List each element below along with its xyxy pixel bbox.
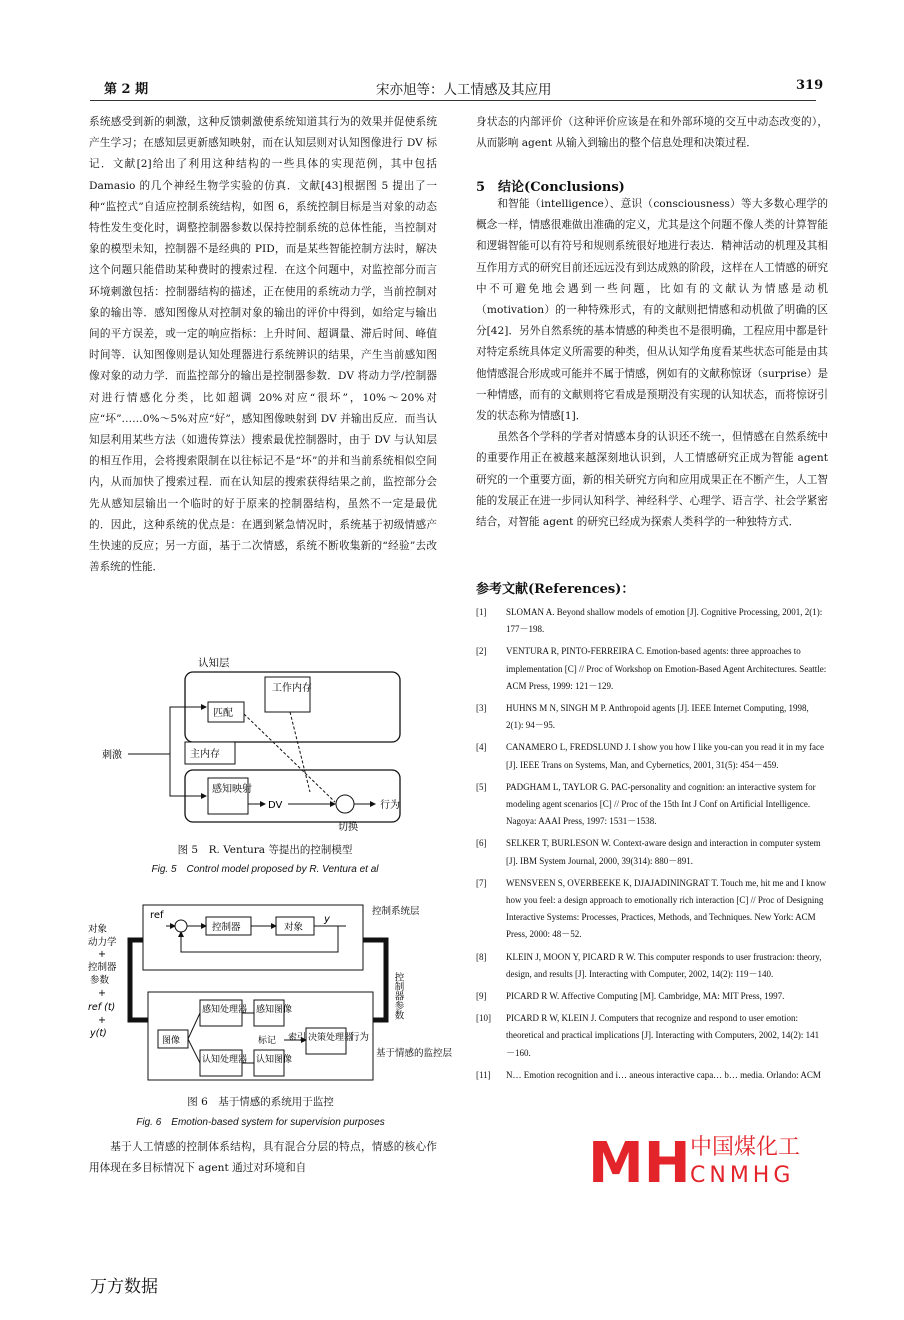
header-rule (90, 100, 816, 101)
reference-number: [7] (476, 877, 487, 888)
reference-text: HUHNS M N, SINGH M P. Anthropoid agents [J]. IEEE Internet Computing, 1998, 2(1): 94－95. (506, 703, 809, 731)
reference-number: [11] (476, 1069, 491, 1080)
fig6-thick-left (130, 940, 148, 1020)
reference-list (476, 604, 828, 1089)
reference-item (476, 875, 828, 944)
fig6-left-label-3: + (98, 949, 106, 960)
left-column-text (89, 112, 437, 652)
left-paragraph-1: 系统感受到新的刺激，这种反馈刺激使系统知道其行为的效果并促使系统产生学习；在感知层更新感知映射，而在认知层则对认知图像进行 DV 标记．文献[2]给出了利用这种结构的一些具体的实现范例，其中包括 Damasio 的几个神经生物学实验的仿真．文献[43]根据图 5 提出了一种“监控式”自适应控制系统结构，如图 6，系统控制目标是当对象的动态特性发生变化时，调整控制器参数以保持控制系统的总体性能，当控制对象的模型未知，控制器不是经典的 PID，而是某些智能控制方法时，解决这个问题只能借助某种费时的搜索过程．在这个问题中，对监控部分而言环境刺激包括：控制器结构的描述，正在使用的系统动力学，当前控制对象的输出等．感知图像从对控制对象的输出的评价中得到，如给定与输出间的平方误差，或一定的响应指标：上升时间、超调量、滞后时间、峰值时间等．认知图像则是认知处理器进行系统辨识的结果，产生当前感知图像对象的动力学．而监控部分的输出是控制器参数．DV 将动力学/控制器对进行情感化分类，比如超调 20%对应“很坏”，10%～20%对应“坏”……0%～5%对应“好”，感知图像映射到 DV 并输出反应．而当认知层利用某些方法（如遗传算法）搜索最优控制器时，由于 DV 与认知层的相互作用，会将搜索限制在以往标记不是“坏”的并和当前系统相似空间内，从而加快了搜索过程．而在认知层的搜索获得结果之前，监控部分会先从感知层输出一个临时的好于原来的控制器结构，虽然不一定是最优的．因此，这种系统的优点是：在遇到紧急情况时，系统基于初级情感产生快速的反应；另一方面，基于二次情感，系统不断收集新的“经验”去改善系统的性能． (89, 116, 437, 574)
reference-text: SLOMAN A. Beyond shallow models of emotion [J]. Cognitive Processing, 2001, 2(1): 177－198. (506, 607, 823, 635)
watermark-logo (588, 1130, 828, 1194)
right-column-top (476, 112, 828, 154)
fig5-stimulus-label: 刺激 (102, 750, 122, 761)
fig5-behavior-label: 行为 (380, 800, 400, 811)
fig6-ref-label: ref (150, 910, 164, 921)
reference-item (476, 1010, 828, 1062)
reference-number: [2] (476, 646, 487, 657)
fig6-perc-img-label: 感知图像 (256, 1005, 293, 1015)
issue-number: 第 2 期 (104, 82, 149, 97)
fig6-control-layer-box (143, 905, 363, 970)
fig6-left-label-2: 动力学 (88, 937, 117, 948)
fig6-index-label: 索引 (288, 1033, 307, 1043)
reference-text: WENSVEEN S, OVERBEEKE K, DJAJADININGRAT T. Touch me, hit me and I know how you feel: a design approach to emotionally rich interaction [C] // Proc of Designing Interactive Systems: Processes, Practices, Methods, and Techniques. New York: ACM Press, 2000: 48－52. (506, 877, 827, 940)
fig6-y-label: y (324, 914, 330, 925)
reference-number: [1] (476, 607, 487, 617)
reference-item (476, 779, 828, 831)
fig5-switch-label: 切换 (338, 822, 358, 833)
references-title: 参考文献(References)： (476, 582, 635, 597)
fig6-thick-right (363, 940, 386, 1020)
figure-6-caption-cn: 图 6 基于情感的系统用于监控 (187, 1096, 334, 1108)
reference-text: N… Emotion recognition and i… aneous interactive capa… b… media. Orlando: ACM (506, 1069, 821, 1080)
figure-6-diagram (88, 900, 453, 1090)
fig6-control-layer-label: 控制系统层 (372, 906, 420, 917)
fig5-perceptual-map-label: 感知映射 (212, 784, 252, 795)
reference-item (476, 700, 828, 734)
figure-5-caption-cn: 图 5 R. Ventura 等提出的控制模型 (177, 844, 353, 856)
reference-text: PADGHAM L, TAYLOR G. PAC-personality and cognition: an interactive system for modeling agent scenarios [C] // Proc of the 15th Int J Conf on Artificial Intelligence. Nagoya: AAAI Press, 1997: 1531－1538. (506, 781, 816, 827)
reference-text: CANAMERO L, FREDSLUND J. I show you how I like you-can you read it in my face [J]. IEEE Trans on Systems, Man, and Cybernetics, 2001, 31(5): 454－459. (506, 742, 824, 770)
reference-text: PICARD R W. Affective Computing [M]. Cambridge, MA: MIT Press, 1997. (506, 991, 785, 1002)
reference-number: [4] (476, 742, 487, 753)
fig6-left-label-5: 参数 (90, 975, 110, 986)
fig6-left-label-8: + (98, 1015, 106, 1026)
left-paragraph-2: 基于人工情感的控制体系结构，具有混合分层的特点，情感的核心作用体现在多目标情况下 agent 通过对环境和自 (89, 1141, 437, 1175)
fig6-decision-label: 决策处理器 (308, 1033, 354, 1043)
fig5-dashed-link (290, 712, 310, 792)
reference-number: [10] (476, 1013, 491, 1024)
fig6-ctrl-param-label: 控制器参数 (392, 972, 404, 1020)
reference-number: [3] (476, 703, 487, 714)
watermark-en: CNMHG (690, 1163, 795, 1188)
fig5-mainmem-label: 主内存 (190, 749, 220, 760)
section-5-title: 5 结论(Conclusions) (476, 180, 625, 195)
watermark-mh: MH (588, 1131, 691, 1196)
footer-wanfang: 万方数据 (90, 1277, 158, 1297)
fig6-left-label-7: ref (t) (88, 1002, 116, 1013)
reference-text: VENTURA R, PINTO-FERREIRA C. Emotion-based agents: three approaches to implementation [C] // Proc of Workshop on Emotion-Based Agent Architectures. Seattle: ACM Press, 1999: 121－129. (506, 646, 827, 691)
reference-item (476, 1067, 828, 1084)
fig6-controller-label: 控制器 (212, 922, 241, 933)
reference-item (476, 949, 828, 983)
figure-6-caption-en: Fig. 6 Emotion-based system for supervision purposes (136, 1117, 385, 1128)
fig6-left-label-6: + (98, 988, 106, 999)
reference-item (476, 835, 828, 869)
fig6-left-label-4: 控制器 (88, 962, 117, 973)
fig5-dv-label: DV (268, 800, 283, 811)
page-number: 319 (796, 78, 824, 93)
fig6-tag-label: 标记 (258, 1036, 277, 1046)
fig6-left-label-9: y(t) (90, 1028, 107, 1039)
running-title: 宋亦旭等：人工情感及其应用 (376, 82, 552, 98)
figure-5-diagram (100, 652, 430, 837)
fig5-switch-node (336, 795, 354, 813)
reference-text: SELKER T, BURLESON W. Context-aware design and interaction in computer system [J]. IBM System Journal, 2000, 39(314): 880－891. (506, 838, 821, 866)
fig5-workmem-label: 工作内存 (272, 683, 312, 694)
left-column-text-2 (89, 1137, 437, 1179)
reference-number: [5] (476, 781, 487, 792)
reference-item (476, 988, 828, 1005)
fig6-behavior-label: 行为 (350, 1032, 370, 1043)
fig6-image-label: 图像 (162, 1036, 181, 1046)
reference-number: [6] (476, 838, 487, 849)
reference-item (476, 604, 828, 638)
right-paragraph-2: 虽然各个学科的学者对情感本身的认识还不统一，但情感在自然系统中的重要作用正在被越来越深刻地认识到，人工情感研究正成为智能 agent 研究的一个重要方面，新的相关研究方向和应用成果正在不断产生，人工智能的发展正在进一步同认知科学、神经科学、心理学、语言学、社会学紧密结合，对智能 agent 的研究已经成为探索人类科学的一种独特方式． (476, 431, 828, 529)
fig6-monitor-label: 基于情感的监控层 (376, 1048, 453, 1059)
reference-number: [8] (476, 951, 487, 962)
right-column-conclusions (476, 194, 828, 533)
reference-text: PICARD R W, KLEIN J. Computers that recognize and respond to user emotion: theoretical and practical implications [J]. Interacting with Computers, 2002, 14(2): 141－160. (506, 1013, 820, 1058)
reference-number: [9] (476, 991, 487, 1002)
fig5-match-label: 匹配 (213, 708, 233, 719)
fig6-object-label: 对象 (284, 922, 304, 933)
fig5-cognitive-layer-label: 认知层 (198, 657, 230, 669)
fig6-left-label-1: 对象 (88, 924, 108, 935)
fig6-cog-img-label: 认知图像 (256, 1055, 293, 1065)
reference-text: KLEIN J, MOON Y, PICARD R W. This computer responds to user frustracion: theory, design, and results [J]. Interacting with Computer, 2002, 14(2): 119－140. (506, 951, 822, 979)
reference-item (476, 643, 828, 695)
fig6-perc-proc-label: 感知处理器 (202, 1005, 248, 1015)
fig6-cog-proc-label: 认知处理器 (202, 1055, 248, 1065)
fig6-sum-node (175, 920, 187, 932)
watermark-cn: 中国煤化工 (690, 1135, 801, 1160)
fig5-dashed-link-2 (244, 714, 335, 802)
figure-5-caption-en: Fig. 5 Control model proposed by R. Ventura et al (151, 864, 379, 875)
right-paragraph-1: 和智能（intelligence）、意识（consciousness）等大多数心理学的概念一样，情感很难做出准确的定义，尤其是这个问题不像人类的计算智能和逻辑智能可以有符号和规则系统很好地进行表达．精神活动的机理及其相互作用方式的研究目前还远远没有到达成熟的阶段，这样在人工情感的研究中不可避免地会遇到一些问题，比如有的文献认为情感是动机（motivation）的一种特殊形式，有的文献则把情感和动机做了明确的区分[42]．另外自然系统的基本情感的种类也不是很明确，工程应用中都是针对特定系统具体定义所需要的种类，但从认知学角度看某些状态可能是由其他情感混合形成或可能并不属于情感，例如有的文献称惊讶（surprise）是一种情感，而有的文献则将它看成是预期没有实现的认知状态，而将惊讶引发的状态称为情感[1]． (476, 198, 828, 423)
reference-item (476, 739, 828, 773)
right-paragraph-0: 身状态的内部评价（这种评价应该是在和外部环境的交互中动态改变的），从而影响 agent 从输入到输出的整个信息处理和决策过程． (476, 116, 828, 150)
